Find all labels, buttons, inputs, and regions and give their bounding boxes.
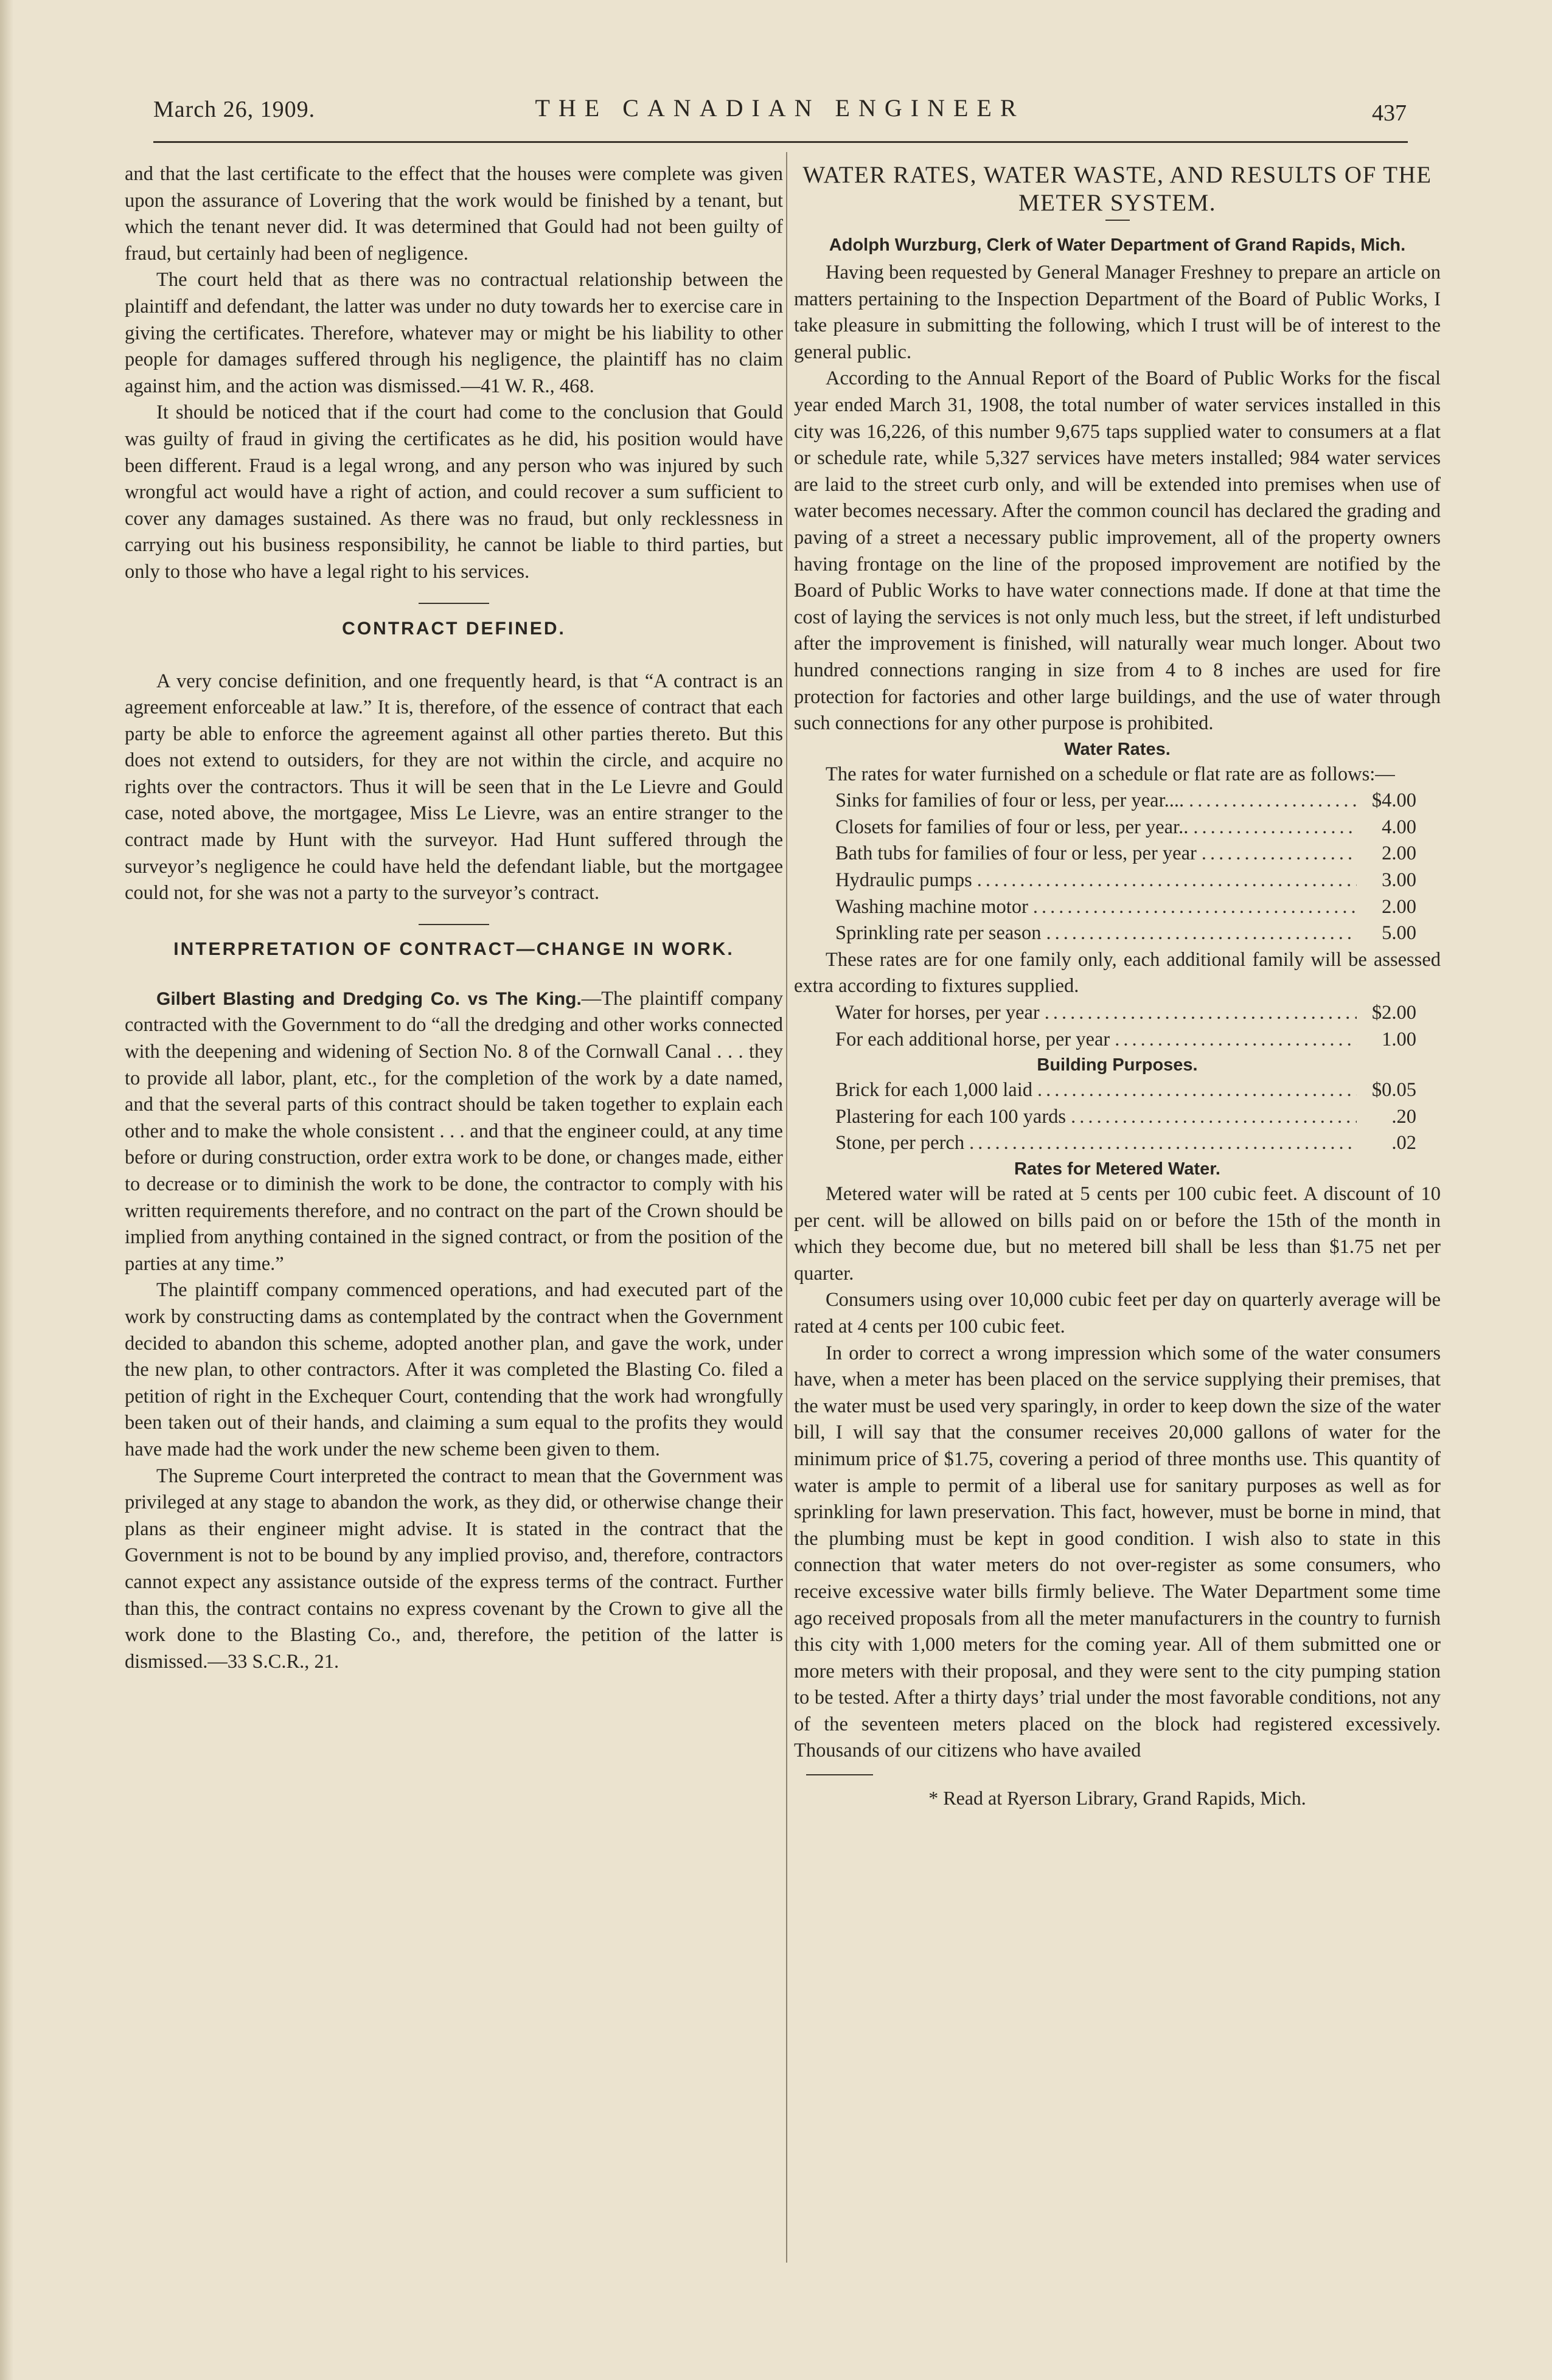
- section-separator: [419, 603, 489, 604]
- paragraph: Consumers using over 10,000 cubic feet per day on quarterly average will be rated at 4 cents per 100 cubic feet.: [794, 1289, 1441, 1337]
- page-number: 437: [1372, 100, 1407, 126]
- leader-dots: [1189, 788, 1357, 814]
- rate-value: $0.05: [1371, 1079, 1416, 1102]
- paragraph: According to the Annual Report of the Board of Public Works for the fiscal year ended March 31, 1908, the total number of water services installed in this city was 16,226, of this number 9,675 taps supplied water to consumers at a flat or schedule rate, while 5,327 services have meters installed; 984 water services are laid to the street curb only, and will be extended into premises when use of water becomes necessary. After the common council has declared the grading and paving of a street a necessary public improvement, all of the property owners having frontage on the line of the proposed improvement are notified by the Board of Public Works to have water connections made. If done at that time the cost of laying the services is not only much less, but the street, if left undisturbed after the improvement is finished, will naturally wear much longer. About two hundred connections ranging in size from 4 to 8 inches are used for fire protection for factories and other large buildings, and the use of water through such connections for any other purpose is prohibited.: [794, 367, 1441, 735]
- title-separator: [1105, 220, 1130, 221]
- rate-label: Brick for each 1,000 laid: [835, 1079, 1032, 1102]
- paragraph: Having been requested by General Manager Freshney to prepare an article on matters pertaining to the Inspection Department of the Board of Public Works, I take pleasure in submitting the following, which I trust will be of interest to the general public.: [794, 262, 1441, 363]
- subheading-building-purposes: Building Purposes.: [1037, 1055, 1198, 1075]
- column-divider: [786, 152, 787, 2263]
- rate-row: [794, 920, 1441, 947]
- section-separator: [419, 924, 489, 925]
- rate-label: Hydraulic pumps: [835, 869, 972, 892]
- rate-row: [794, 788, 1441, 814]
- case-text: —The plaintiff company contracted with the Government to do “all the dredging and other works connected with the deepening and widening of Section No. 8 of the Cornwall Canal . . . they to provide all labor, plant, etc., for the completion of the work by a date named, and that the several parts of this contract should be taken together to explain each other and to make the whole consistent . . . and that the engineer could, at any time before or during construction, order extra work to be done, or changes made, either to decrease or to diminish the work to be done, the contractor to comply with his written requirements therefore, and no contract on the part of the Crown should be implied from anything contained in the signed contract, or from the position of the parties at any time.”: [125, 987, 783, 1275]
- paragraph: The plaintiff company commenced operations, and had executed part of the work by constructing dams as contemplated by the contract when the Government decided to abandon this scheme, adopted another plan, and gave the work, under the new plan, to other contractors. After it was completed the Blasting Co. filed a petition of right in the Exchequer Court, contending that the work had wrongfully been taken out of their hands, and claiming a sum equal to the profits they would have made had the work under the new scheme been given to them.: [125, 1279, 783, 1460]
- header-rule: [153, 141, 1408, 143]
- rate-value: 4.00: [1382, 816, 1416, 838]
- rate-value: 3.00: [1382, 869, 1416, 892]
- left-column: [125, 161, 783, 1675]
- paragraph: The court held that as there was no contractual relationship between the plaintiff and defendant, the latter was under no duty towards her to exercise care in giving the certificates. Therefore, whatever may or might be his liability to other people for damages suffered through his negligence, the plaintiff has no claim against him, and the action was dismissed.—41 W. R., 468.: [125, 269, 783, 397]
- leader-dots: [969, 1130, 1357, 1157]
- rate-label: Washing machine motor: [835, 895, 1028, 918]
- article-title: WATER RATES, WATER WASTE, AND RESULTS OF THE METER SYSTEM.: [802, 162, 1432, 216]
- rate-label: Water for horses, per year: [835, 1002, 1040, 1024]
- rate-row: [794, 1104, 1441, 1131]
- rate-label: Stone, per perch: [835, 1132, 965, 1154]
- horse-rates-table: [794, 1000, 1441, 1053]
- running-header: [153, 91, 1407, 134]
- rate-row: [794, 1027, 1441, 1053]
- rate-row: [794, 867, 1441, 894]
- paragraph: It should be noticed that if the court had come to the conclusion that Gould was guilty of fraud in giving the certificates as he did, his position would have been different. Fraud is a legal wrong, and any person who was injured by such wrongful act would have a right of action, and could recover a sum sufficient to cover any damages sustained. As there was no fraud, but only recklessness in carrying out his business responsibility, he cannot be liable to third parties, but only to those who have a legal right to his services.: [125, 401, 783, 583]
- leader-dots: [977, 867, 1357, 894]
- rate-row: [794, 1077, 1441, 1104]
- paragraph: Metered water will be rated at 5 cents per 100 cubic feet. A discount of 10 per cent. will be allowed on bills paid on or before the 15th of the month in which they become due, but no metered bill shall be less than $1.75 net per quarter.: [794, 1183, 1441, 1285]
- rate-row: [794, 1130, 1441, 1157]
- rate-row: [794, 841, 1441, 867]
- rate-row: [794, 894, 1441, 921]
- footnote-rule: [806, 1774, 873, 1775]
- right-column: [794, 161, 1441, 1812]
- rates-table: [794, 788, 1441, 947]
- case-paragraph: [125, 986, 783, 1278]
- rate-label: Sinks for families of four or less, per year....: [835, 789, 1185, 812]
- paragraph: A very concise definition, and one frequently heard, is that “A contract is an agreement enforceable at law.” It is, therefore, of the essence of contract that each party be able to enforce the agreement against all other parties thereto. But this does not extend to outsiders, for they are not within the circle, and acquire no rights over the contractors. Thus it will be seen that in the Le Lievre and Gould case, noted above, the mortgagee, Miss Le Lievre, was an entire stranger to the contract made by Hunt with the surveyor. Had Hunt suffered through the surveyor’s negligence he could have held the defendant liable, but the mortgagee could not, for she was not a party to the surveyor’s contract.: [125, 670, 783, 904]
- rate-value: 5.00: [1382, 922, 1416, 945]
- leader-dots: [1045, 1000, 1357, 1027]
- subheading-metered-water: Rates for Metered Water.: [1014, 1159, 1220, 1179]
- paragraph: and that the last certificate to the effect that the houses were complete was given upon the assurance of Lovering that the work would be finished by a tenant, but which the tenant never did. It was determined that Gould had not been guilty of fraud, but certainly had been of negligence.: [125, 163, 783, 265]
- paragraph: These rates are for one family only, each additional family will be assessed extra according to fixtures supplied.: [794, 948, 1441, 997]
- rate-label: Closets for families of four or less, per year..: [835, 816, 1189, 838]
- leader-dots: [1202, 841, 1357, 867]
- case-title: Gilbert Blasting and Dredging Co. vs The King.: [156, 988, 582, 1009]
- rate-value: $4.00: [1371, 789, 1416, 812]
- rate-label: For each additional horse, per year: [835, 1028, 1110, 1050]
- leader-dots: [1033, 894, 1357, 921]
- leader-dots: [1037, 1077, 1357, 1104]
- rate-row: [794, 1000, 1441, 1027]
- paragraph: The Supreme Court interpreted the contract to mean that the Government was privileged at any stage to abandon the work, as they did, or otherwise change their plans as their engineer might advise. It is stated in the contract that the Government is not to be bound by any implied proviso, and, therefore, contractors cannot expect any assistance outside of the express terms of the contract. Further than this, the contract contains no express covenant by the Crown to give all the work done to the Blasting Co., and, therefore, the petition of the latter is dismissed.—33 S.C.R., 21.: [125, 1465, 783, 1673]
- footnote: * Read at Ryerson Library, Grand Rapids, Mich.: [928, 1787, 1306, 1809]
- rate-label: Sprinkling rate per season: [835, 922, 1042, 945]
- rate-label: Plastering for each 100 yards: [835, 1105, 1067, 1128]
- leader-dots: [1115, 1027, 1357, 1053]
- subheading-water-rates: Water Rates.: [1064, 739, 1171, 759]
- rate-row: [794, 814, 1441, 841]
- paragraph: In order to correct a wrong impression which some of the water consumers have, when a meter has been placed on the service supplying their premises, that the water must be used very sparingly, in order to keep down the size of the water bill, I will say that the consumer receives 20,000 gallons of water for the minimum price of $1.75, covering a period of three months use. This quantity of water is ample to permit of a liberal use for sanitary purposes as well as for sprinkling for lawn preservation. This fact, however, must be borne in mind, that the plumbing must be kept in good condition. I wish also to state in this connection that water meters do not over-register as some consumers, who receive excessive water bills firmly believe. The Water Department some time ago received proposals from all the meter manufacturers in the country to furnish this city with 1,000 meters for the coming year. All of them submitted one or more meters with their proposal, and they were sent to the city pumping station to be tested. After a thirty days’ trial under the most favorable conditions, not any of the seventeen meters placed on the block had registered excessively. Thousands of our citizens who have availed: [794, 1342, 1441, 1762]
- rate-value: 2.00: [1382, 842, 1416, 865]
- journal-title: THE CANADIAN ENGINEER: [535, 94, 1025, 122]
- rate-value: $2.00: [1371, 1002, 1416, 1024]
- paragraph: The rates for water furnished on a schedule or flat rate are as follows:—: [826, 763, 1395, 785]
- article-author: Adolph Wurzburg, Clerk of Water Department of Grand Rapids, Mich.: [829, 235, 1406, 255]
- leader-dots: [1046, 920, 1357, 947]
- rate-value: 1.00: [1382, 1028, 1416, 1050]
- building-rates-table: [794, 1077, 1441, 1157]
- rate-label: Bath tubs for families of four or less, per year: [835, 842, 1197, 865]
- section-heading-interpretation: INTERPRETATION OF CONTRACT—CHANGE IN WORK.: [173, 938, 734, 959]
- rate-value: .20: [1391, 1105, 1416, 1128]
- rate-value: .02: [1391, 1132, 1416, 1154]
- issue-date: March 26, 1909.: [153, 97, 316, 122]
- rate-value: 2.00: [1382, 895, 1416, 918]
- leader-dots: [1071, 1104, 1357, 1131]
- page-edge: [0, 0, 13, 2380]
- leader-dots: [1193, 814, 1357, 841]
- section-heading-contract-defined: CONTRACT DEFINED.: [342, 618, 566, 639]
